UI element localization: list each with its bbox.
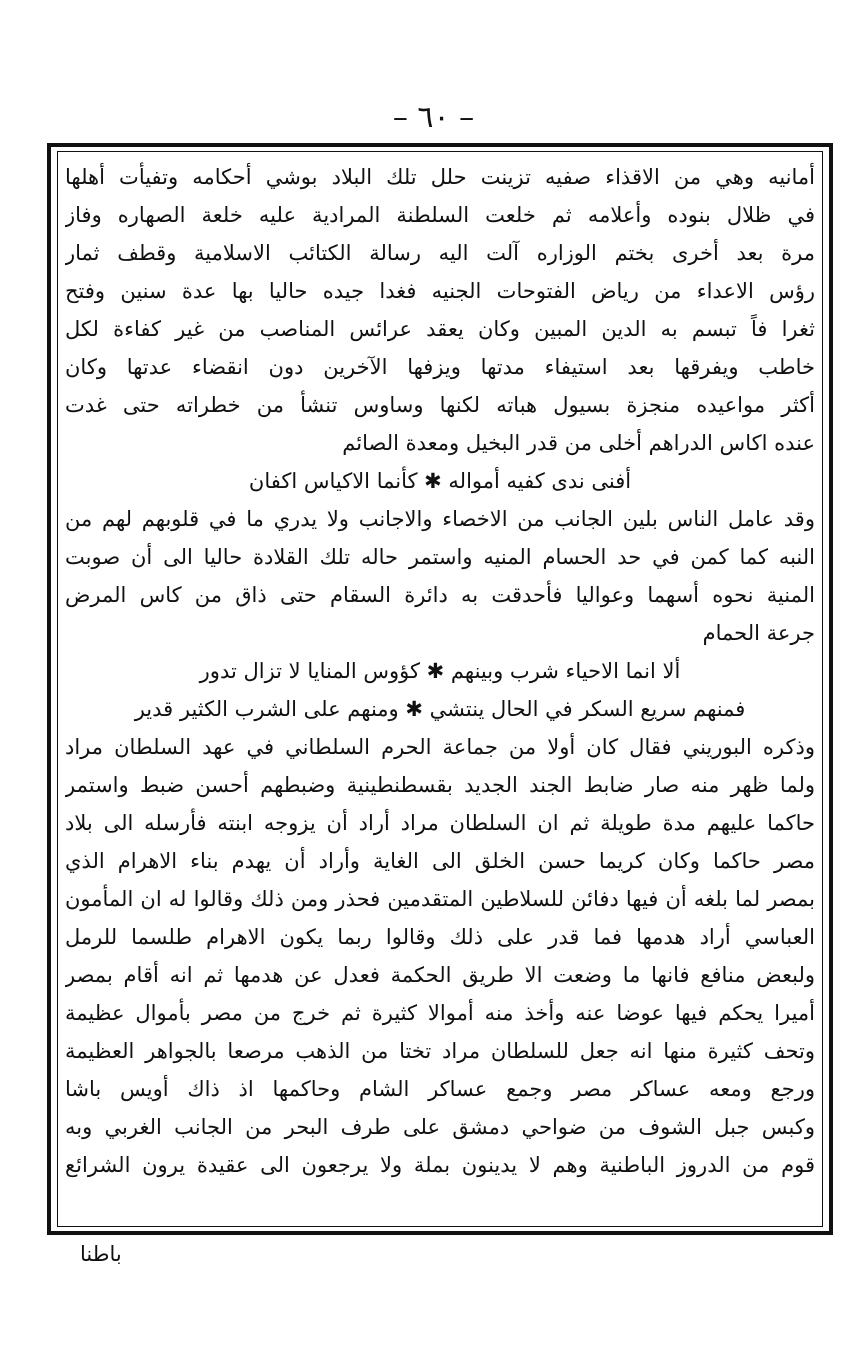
text-line: قوم من الدروز الباطنية وهم لا يدينون بملة ولا يرجعون الى عقيدة يرون الشرائع bbox=[65, 1153, 815, 1177]
page-number: – ٦٠ – bbox=[392, 100, 475, 135]
catchword: باطنا bbox=[80, 1242, 122, 1266]
text-line: وكبس جبل الشوف من ضواحي دمشق على طرف البحر من الجانب الغربي وبه bbox=[65, 1115, 815, 1139]
text-line: ثغرا فاً تبسم به الدين المبين وكان يعقد عرائس المناصب من غير كفاءة لكل bbox=[65, 317, 815, 341]
text-line: مصر حاكما وكان كريما حسن الخلق الى الغاية وأراد أن يهدم بناء الاهرام الذي bbox=[65, 849, 815, 873]
text-line: العباسي أراد هدمها فما قدر على ذلك وقالوا ربما يكون الاهرام طلسما للرمل bbox=[65, 925, 815, 949]
text-line: ولبعض منافع فانها ما وضعت الا طريق الحكمة فعدل عن هدمها ثم انه أقام بمصر bbox=[65, 963, 815, 987]
text-line: وتحف كثيرة منها انه جعل للسلطان مراد تختا من الذهب مرصعا بالجواهر العظيمة bbox=[65, 1039, 815, 1063]
text-block bbox=[60, 154, 820, 1224]
text-line: ورجع ومعه عساكر مصر وجمع عساكر الشام وحاكمها اذ ذاك أويس باشا bbox=[65, 1077, 815, 1101]
text-line: في ظلال بنوده وأعلامه ثم خلعت السلطنة المرادية عليه خلعة الصهاره وفاز bbox=[65, 203, 815, 227]
text-line: جرعة الحمام bbox=[702, 621, 815, 645]
text-line: وقد عامل الناس بلين الجانب من الاخصاء والاجانب ولا يدري ما في قلوبهم لهم من bbox=[65, 507, 815, 531]
text-line: عنده اكاس الدراهم أخلى من قدر البخيل ومعدة الصائم bbox=[342, 431, 815, 455]
text-line: أميرا يحكم فيها عوضا عنه وأخذ منه أموالا كثيرة ثم خرج من مصر بأموال عظيمة bbox=[65, 1001, 815, 1025]
text-line: بمصر لما بلغه أن فيها دفائن للسلاطين المتقدمين فحذر ومن ذلك وقالوا له ان المأمون bbox=[65, 887, 815, 911]
text-line: رؤس الاعداء من رياض الفتوحات الجنيه فغدا جيده حاليا بها عدة سنين وفتح bbox=[65, 279, 815, 303]
text-line: ولما ظهر منه صار ضابط الجند الجديد بقسطنطينية وضبطهم أحسن ضبط واستمر bbox=[65, 773, 815, 797]
text-line: أكثر مواعيده منجزة بسيول هباته لكنها وساوس تنشأ من خطراته حتى غدت bbox=[65, 393, 815, 417]
text-line: خاطب ويفرقها بعد استيفاء مدتها ويزفها الآخرين دون انقضاء عدتها وكان bbox=[65, 355, 815, 379]
text-line: مرة بعد أخرى بختم الوزاره آلت اليه رسالة الكتائب الاسلامية وقطف ثمار bbox=[65, 241, 815, 265]
text-line: وذكره البوريني فقال كان أولا من جماعة الحرم السلطاني في عهد السلطان مراد bbox=[65, 735, 815, 759]
verse-line: أفنى ندى كفيه أمواله ✱ كأنما الاكياس اكفان bbox=[248, 469, 632, 493]
text-line: حاكما عليهم مدة طويلة ثم ان السلطان مراد أراد أن يزوجه ابنته فأرسله الى بلاد bbox=[65, 811, 815, 835]
verse-line: فمنهم سريع السكر في الحال ينتشي ✱ ومنهم على الشرب الكثير قدير bbox=[134, 697, 746, 721]
verse-line: ألا انما الاحياء شرب وبينهم ✱ كؤوس المنايا لا تزال تدور bbox=[199, 659, 681, 683]
text-line: المنية نحوه أسهما وعواليا فأحدقت به دائرة السقام حتى ذاق من كاس المرض bbox=[65, 583, 815, 607]
text-line: أمانيه وهي من الاقذاء صفيه تزينت حلل تلك البلاد بوشي أحكامه وتفيأت أهلها bbox=[65, 165, 815, 189]
text-line: النبه كما كمن في حد الحسام المنيه واستمر حاله تلك القلادة حاليا الى أن صوبت bbox=[65, 545, 815, 569]
